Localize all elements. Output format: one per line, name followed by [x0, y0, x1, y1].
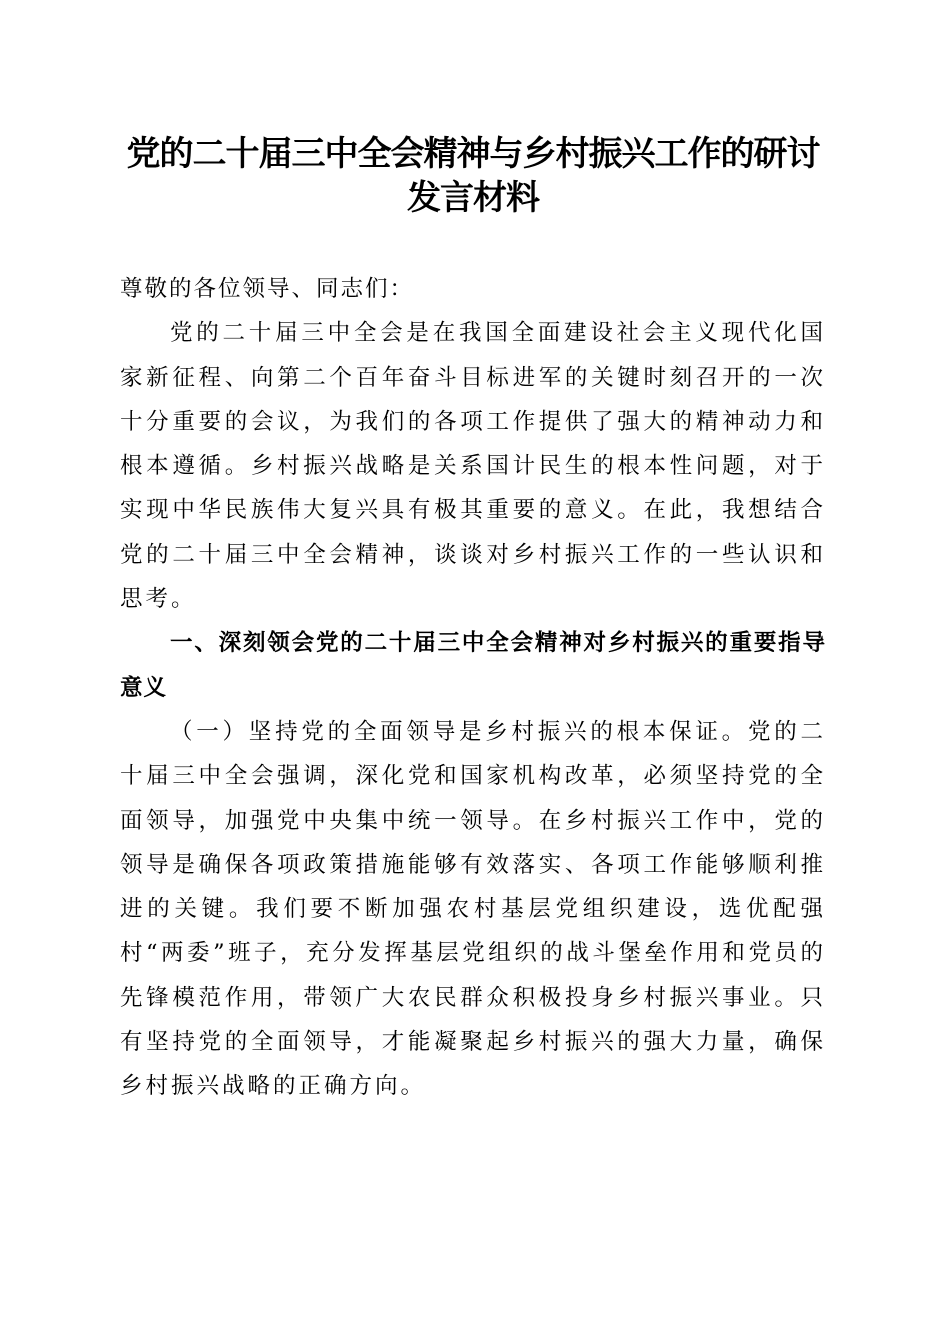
intro-paragraph: 党的二十届三中全会是在我国全面建设社会主义现代化国家新征程、向第二个百年奋斗目标进军的关键时刻召开的一次十分重要的会议，为我们的各项工作提供了强大的精神动力和根本遵循。乡村振兴战略是关系国计民生的根本性问题，对于实现中华民族伟大复兴具有极其重要的意义。在此，我想结合党的二十届三中全会精神，谈谈对乡村振兴工作的一些认识和思考。	[120, 320, 826, 613]
document-title: 党的二十届三中全会精神与乡村振兴工作的研讨发言材料	[126, 134, 820, 218]
subsection-paragraph-1: （一）坚持党的全面领导是乡村振兴的根本保证。党的二十届三中全会强调，深化党和国家机构改革，必须坚持党的全面领导，加强党中央集中统一领导。在乡村振兴工作中，党的领导是确保各项政策措施能够有效落实、各项工作能够顺利推进的关键。我们要不断加强农村基层党组织建设，选优配强村“两委”班子，充分发挥基层党组织的战斗堡垒作用和党员的先锋模范作用，带领广大农民群众积极投身乡村振兴事业。只有坚持党的全面领导，才能凝聚起乡村振兴的强大力量，确保乡村振兴战略的正确方向。	[120, 718, 826, 1100]
greeting: 尊敬的各位领导、同志们：	[120, 276, 415, 302]
document-page	[120, 132, 826, 1109]
section-heading-1: 一、深刻领会党的二十届三中全会精神对乡村振兴的重要指导意义	[120, 630, 826, 701]
